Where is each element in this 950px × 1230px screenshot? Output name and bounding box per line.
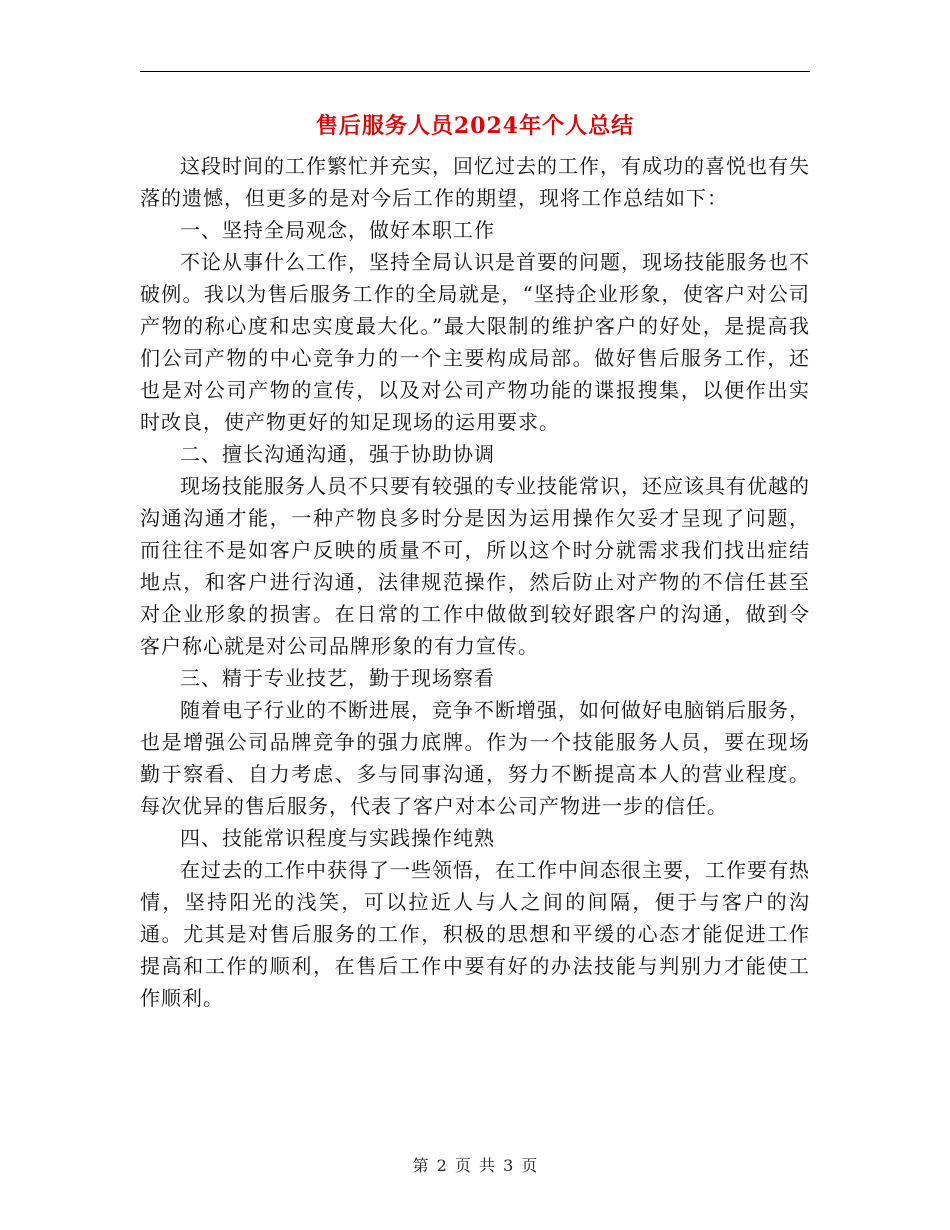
section-heading-4: 四、技能常识程度与实践操作纯熟: [180, 826, 495, 850]
section-heading-1: 一、坚持全局观念，做好本职工作: [180, 218, 495, 242]
header-rule: [140, 71, 810, 72]
section-body-2: 现场技能服务人员不只要有较强的专业技能常识，还应该具有优越的沟通沟通才能，一种产物良多时分是因为运用操作欠妥才呈现了问题，而往往不是如客户反映的质量不可，所以这个时分就需求我们找出症结地点，和客户进行沟通，法律规范操作，然后防止对产物的不信任甚至对企业形象的损害。在日常的工作中做做到较好跟客户的沟通，做到令客户称心就是对公司品牌形象的有力宣传。: [140, 474, 810, 658]
section-heading-2: 二、擅长沟通沟通，强于协助协调: [180, 442, 495, 466]
intro-paragraph: 这段时间的工作繁忙并充实，回忆过去的工作，有成功的喜悦也有失落的遗憾，但更多的是对今后工作的期望，现将工作总结如下：: [140, 154, 810, 210]
section-heading-3: 三、精于专业技艺，勤于现场察看: [180, 666, 495, 690]
section-body-3: 随着电子行业的不断进展，竞争不断增强，如何做好电脑销后服务，也是增强公司品牌竞争的强力底牌。作为一个技能服务人员，要在现场勤于察看、自力考虑、多与同事沟通，努力不断提高本人的营业程度。每次优异的售后服务，代表了客户对本公司产物进一步的信任。: [140, 698, 810, 818]
page-number: 第 2 页 共 3 页: [412, 1156, 538, 1175]
document-body: [140, 150, 810, 1014]
section-body-1: 不论从事什么工作，坚持全局认识是首要的问题，现场技能服务也不破例。我以为售后服务工作的全局就是，“坚持企业形象，使客户对公司产物的称心度和忠实度最大化。”最大限制的维护客户的好处，是提高我们公司产物的中心竞争力的一个主要构成局部。做好售后服务工作，还也是对公司产物的宣传，以及对公司产物功能的谍报搜集，以便作出实时改良，使产物更好的知足现场的运用要求。: [140, 250, 810, 434]
section-body-4: 在过去的工作中获得了一些领悟，在工作中间态很主要，工作要有热情，坚持阳光的浅笑，可以拉近人与人之间的间隔，便于与客户的沟通。尤其是对售后服务的工作，积极的思想和平缓的心态才能促进工作提高和工作的顺利，在售后工作中要有好的办法技能与判别力才能使工作顺利。: [140, 858, 810, 1010]
document-title: 售后服务人员2024年个人总结: [315, 113, 635, 139]
